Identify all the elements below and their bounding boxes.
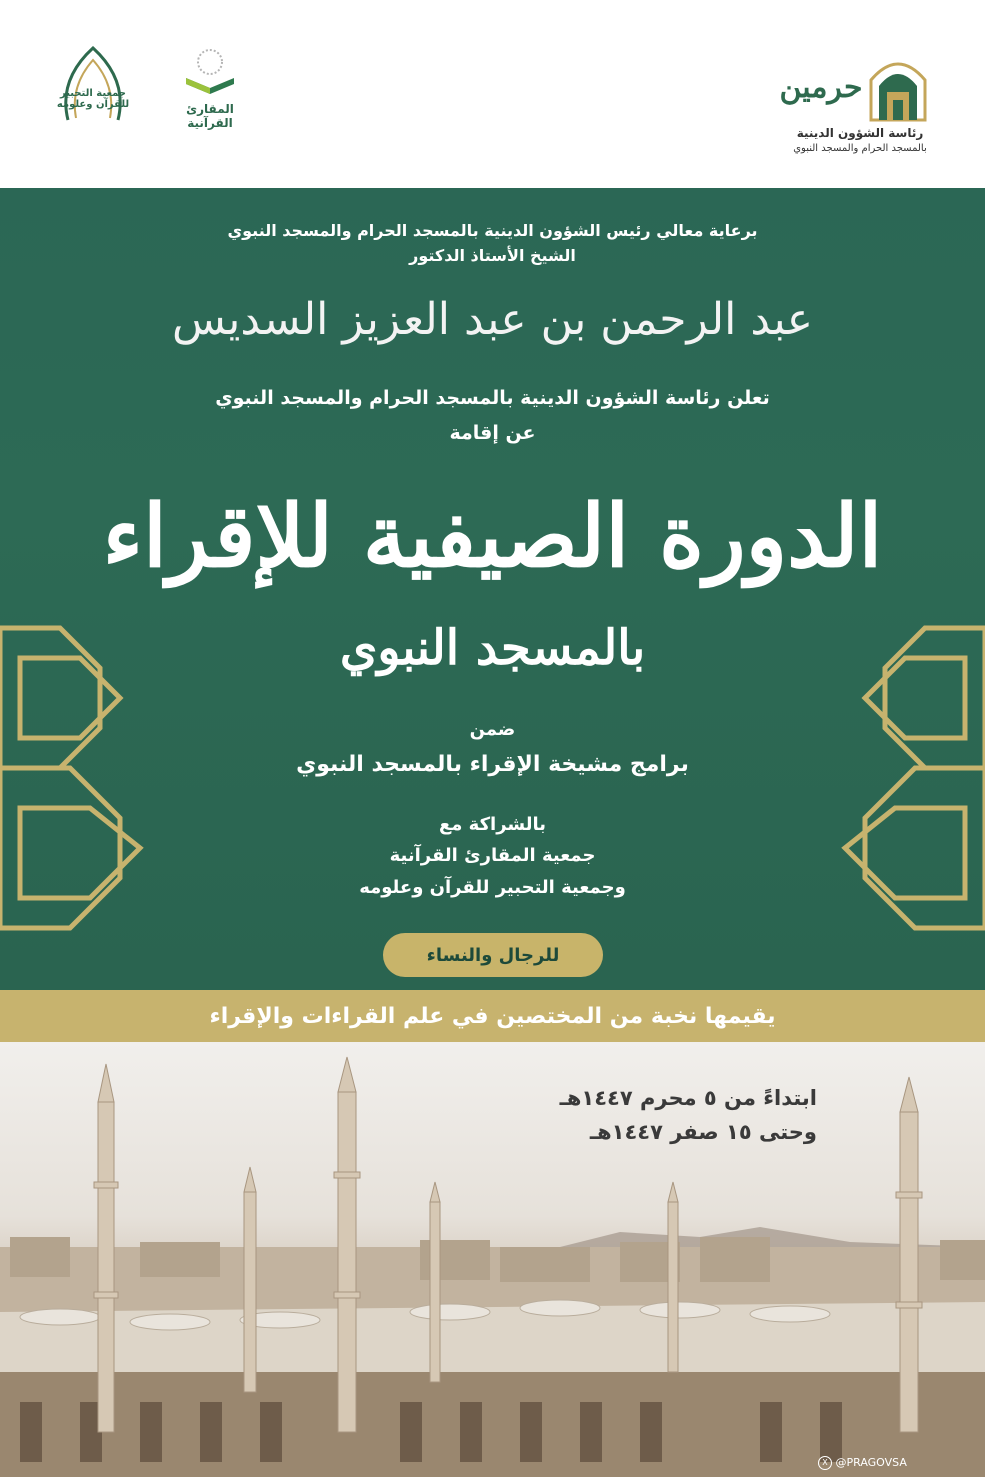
partners-label: بالشراكة مع <box>438 814 547 835</box>
x-logo-icon: X <box>818 1456 832 1470</box>
partner-2: وجمعية التحبير للقرآن وعلومه <box>359 877 626 898</box>
course-title: الدورة الصيفية للإقراء <box>102 486 883 587</box>
mosque-emblem-icon <box>863 50 933 122</box>
mosque-skyline-illustration <box>0 1042 985 1477</box>
tahbeer-emblem-icon <box>48 40 138 130</box>
haramain-wordmark: حرمين <box>779 70 863 105</box>
tahbeer-wordmark: جمعية التحبير للقرآن وعلومه <box>56 88 130 110</box>
announcement-line-2: عن إقامة <box>449 422 536 444</box>
experts-band-text: يقيمها نخبة من المختصين في علم القراءات والإقراء <box>209 1003 776 1029</box>
patronage-line-1: برعاية معالي رئيس الشؤون الدينية بالمسجد الحرام والمسجد النبوي <box>227 221 758 240</box>
book-emblem-icon <box>180 48 240 98</box>
tahbeer-logo <box>48 40 138 110</box>
patron-name-calligraphy: عبد الرحمن بن عبد العزيز السديس <box>172 294 813 345</box>
announcement-line-1: تعلن رئاسة الشؤون الدينية بالمسجد الحرام والمسجد النبوي <box>215 387 770 409</box>
header-bar <box>0 0 985 188</box>
start-date: ابتداءً من ٥ محرم ١٤٤٧هـ <box>559 1086 817 1110</box>
experts-band <box>0 990 985 1042</box>
program-within-label: ضمن <box>469 719 516 740</box>
prophets-mosque-photo <box>0 1042 985 1477</box>
patronage-line-2: الشيخ الأستاذ الدكتور <box>409 246 576 265</box>
audience-pill <box>383 933 603 977</box>
end-date: وحتى ١٥ صفر ١٤٤٧هـ <box>589 1120 817 1144</box>
program-name: برامج مشيخة الإقراء بالمسجد النبوي <box>296 752 689 777</box>
haramain-line-2: بالمسجد الحرام والمسجد النبوي <box>793 143 927 154</box>
partner-1: جمعية المقارئ القرآنية <box>389 845 596 866</box>
course-subtitle: بالمسجد النبوي <box>339 620 646 676</box>
photo-credit-handle: @PRAGOVSA <box>835 1456 907 1469</box>
haramain-line-1: رئاسة الشؤون الدينية <box>796 126 924 140</box>
maqari-wordmark: المقارئ القرآنية <box>186 102 234 130</box>
audience-pill-label: للرجال والنساء <box>426 944 560 966</box>
photo-credit <box>818 1456 907 1470</box>
maqari-logo <box>165 48 255 130</box>
